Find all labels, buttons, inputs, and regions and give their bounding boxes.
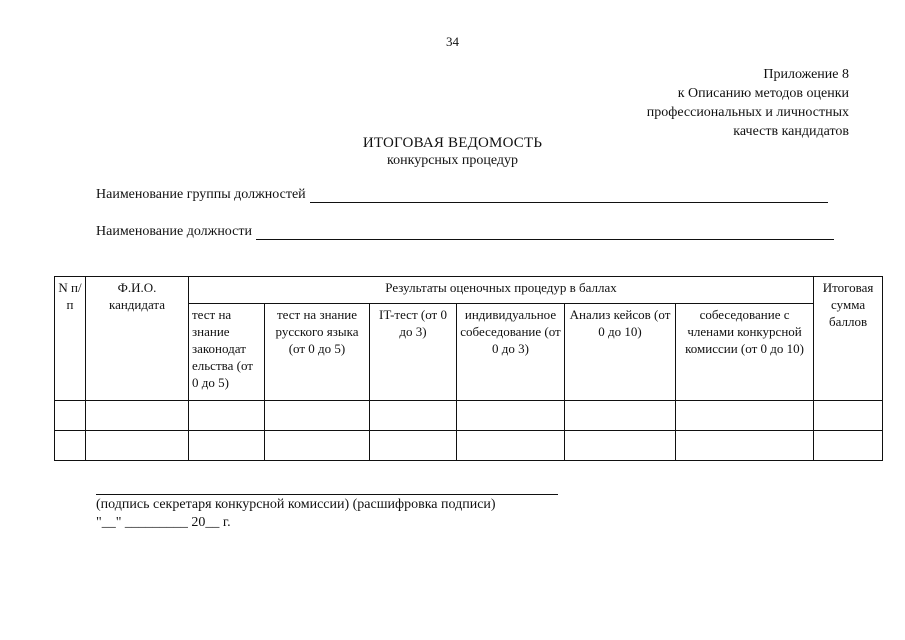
subheader-individual-interview: индивидуальное собеседование (от 0 до 3)	[457, 304, 565, 401]
table-cell[interactable]	[55, 431, 86, 461]
table-cell[interactable]	[265, 431, 370, 461]
date-line: "__" _________ 20__ г.	[96, 515, 231, 530]
table-cell[interactable]	[265, 401, 370, 431]
position-name-field	[96, 224, 834, 240]
page-number: 34	[446, 34, 459, 49]
table-cell[interactable]	[814, 431, 883, 461]
results-table	[54, 276, 883, 461]
table-cell[interactable]	[565, 401, 676, 431]
table-cell[interactable]	[86, 431, 189, 461]
table-cell[interactable]	[676, 401, 814, 431]
appendix-line: к Описанию методов оценки	[677, 86, 849, 101]
signature-caption: (подпись секретаря конкурсной комиссии) (расшифровка подписи)	[96, 497, 496, 512]
group-name-label: Наименование группы должностей	[96, 187, 306, 202]
table-cell[interactable]	[457, 431, 565, 461]
table-cell[interactable]	[676, 431, 814, 461]
table-row	[55, 431, 883, 461]
position-name-blank-line[interactable]	[256, 225, 834, 240]
appendix-line: профессиональных и личностных	[646, 105, 849, 120]
header-results: Результаты оценочных процедур в баллах	[189, 277, 814, 304]
subheader-russian-test: тест на знание русского языка (от 0 до 5)	[265, 304, 370, 401]
group-name-blank-line[interactable]	[310, 188, 828, 203]
header-fio: Ф.И.О. кандидата	[86, 277, 189, 401]
table-header-row	[55, 277, 883, 304]
signature-line[interactable]	[96, 494, 558, 495]
table-cell[interactable]	[189, 401, 265, 431]
table-cell[interactable]	[457, 401, 565, 431]
table-cell[interactable]	[814, 401, 883, 431]
position-name-label: Наименование должности	[96, 224, 252, 239]
header-total: Итоговая сумма баллов	[814, 277, 883, 401]
table-cell[interactable]	[370, 401, 457, 431]
table-cell[interactable]	[565, 431, 676, 461]
table-cell[interactable]	[86, 401, 189, 431]
subheader-law-test: тест на знание законодат ельства (от 0 до 5)	[189, 304, 265, 401]
title-main: ИТОГОВАЯ ВЕДОМОСТЬ	[362, 135, 543, 151]
subheader-it-test: IT-тест (от 0 до 3)	[370, 304, 457, 401]
table-cell[interactable]	[55, 401, 86, 431]
subheader-commission-interview: собеседование с членами конкурсной комиссии (от 0 до 10)	[676, 304, 814, 401]
subheader-case-analysis: Анализ кейсов (от 0 до 10)	[565, 304, 676, 401]
title-sub: конкурсных процедур	[387, 153, 518, 168]
appendix-reference	[647, 65, 849, 141]
appendix-line: Приложение 8	[763, 67, 849, 82]
appendix-line: качеств кандидатов	[733, 124, 849, 139]
group-name-field	[96, 187, 828, 203]
header-number: N п/п	[55, 277, 86, 401]
table-cell[interactable]	[370, 431, 457, 461]
document-title	[0, 134, 905, 170]
table-row	[55, 401, 883, 431]
table-cell[interactable]	[189, 431, 265, 461]
